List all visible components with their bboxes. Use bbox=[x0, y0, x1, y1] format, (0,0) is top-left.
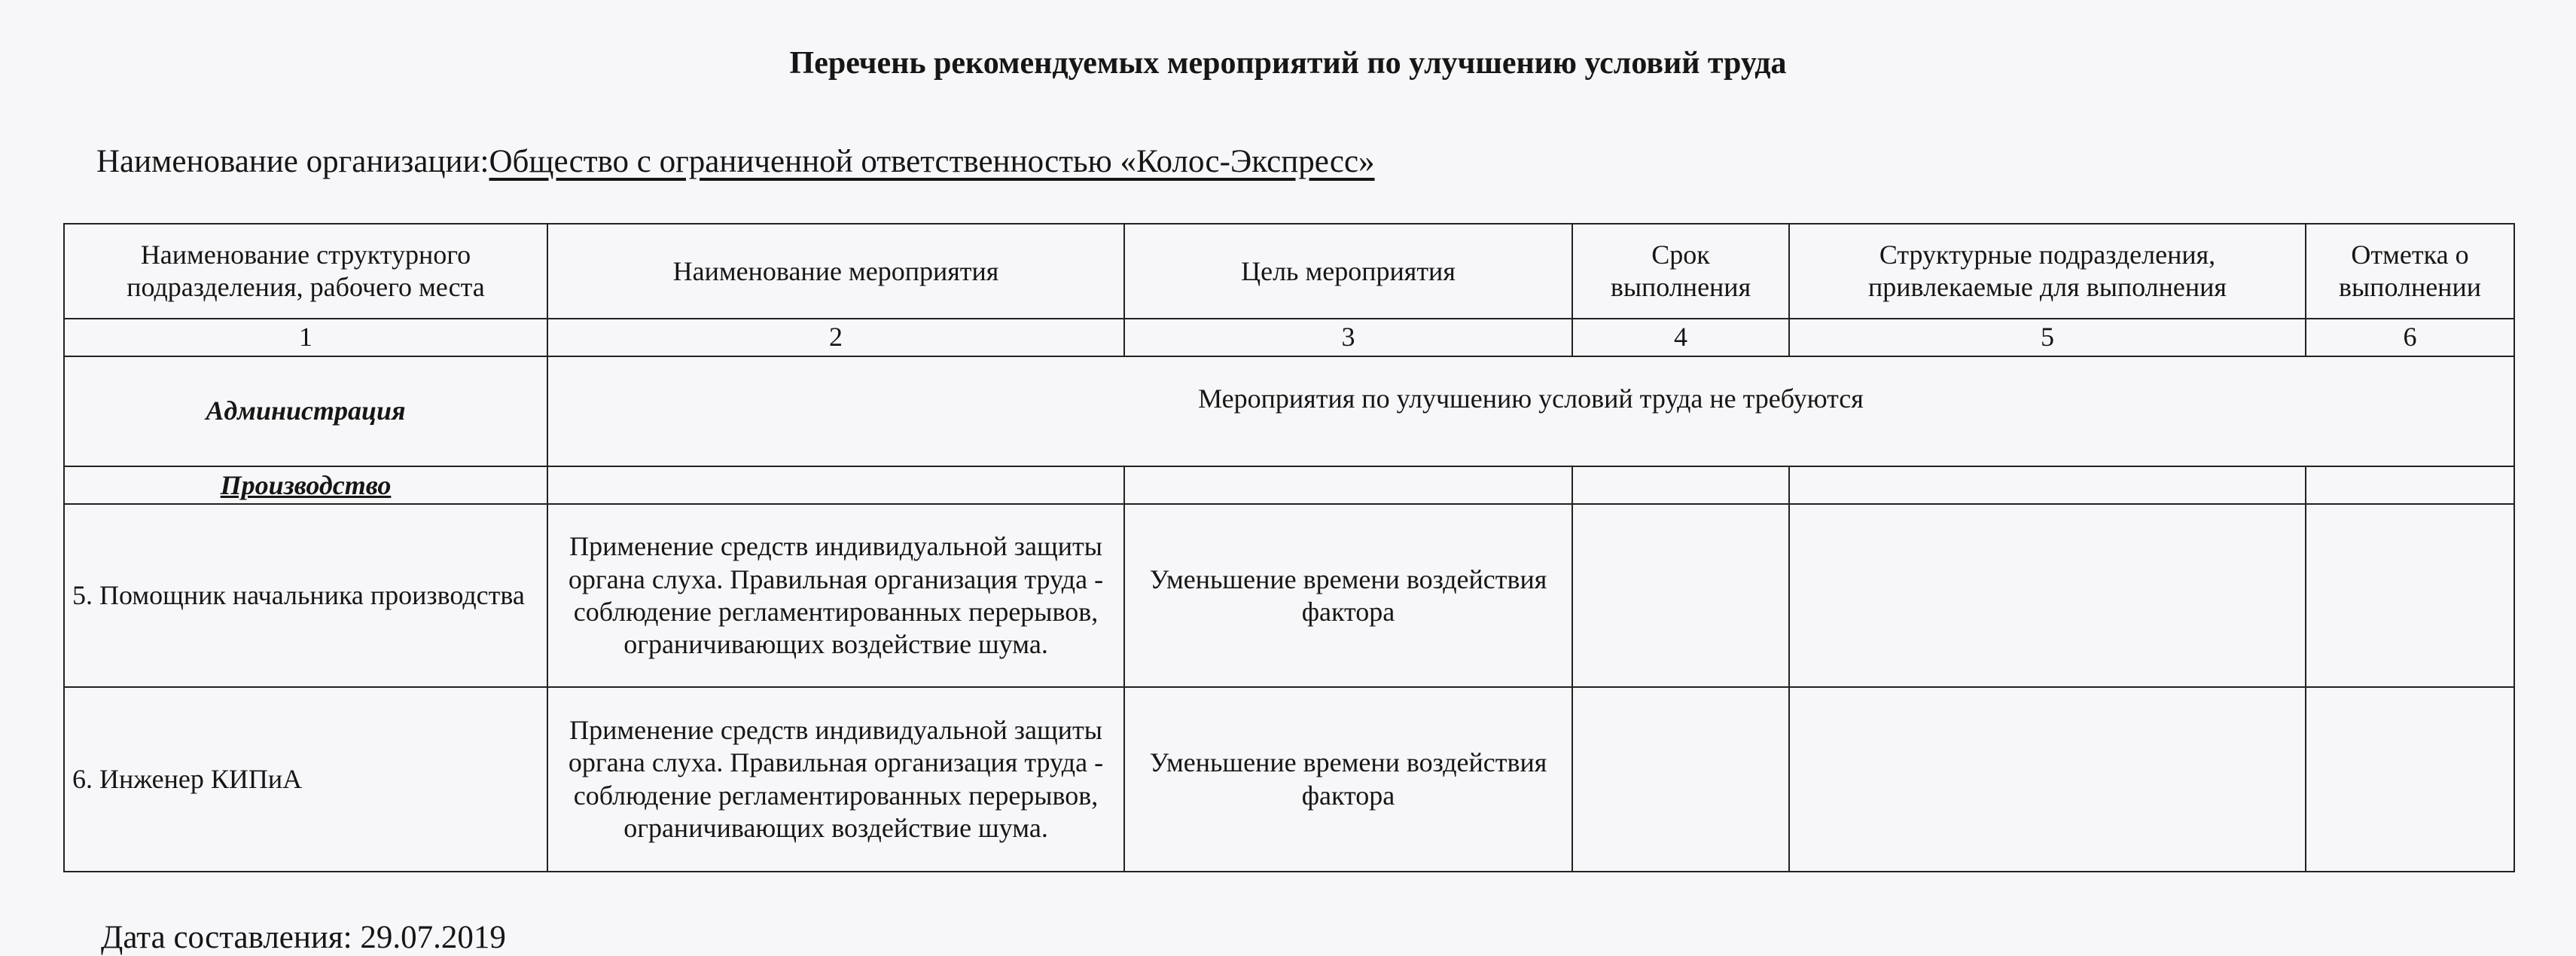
document-title: Перечень рекомендуемых мероприятий по улучшению условий труда bbox=[789, 46, 1787, 81]
header-cell: Наименование структурного подразделения, рабочего места bbox=[64, 224, 547, 319]
measure-cell: Применение средств индивидуальной защиты органа слуха. Правильная организация труда - соблюдение регламентированных перерывов, ограничивающих воздействие шума. bbox=[547, 504, 1124, 687]
header-cell: Срок выполнения bbox=[1572, 224, 1789, 319]
compilation-date-line bbox=[101, 919, 506, 956]
date-value: 29.07.2019 bbox=[360, 920, 506, 955]
date-label: Дата составления: bbox=[101, 920, 352, 955]
empty-cell bbox=[1124, 466, 1572, 504]
workplace-cell: 6. Инженер КИПиА bbox=[64, 687, 547, 872]
column-number-row bbox=[64, 319, 2514, 356]
header-cell: Структурные подразделения, привлекаемые для выполнения bbox=[1789, 224, 2306, 319]
deadline-cell bbox=[1572, 504, 1789, 687]
administration-group-label: Администрация bbox=[64, 356, 547, 466]
empty-cell bbox=[1572, 466, 1789, 504]
measures-table bbox=[63, 223, 2515, 872]
workplace-cell: 5. Помощник начальника производства bbox=[64, 504, 547, 687]
column-number: 4 bbox=[1572, 319, 1789, 356]
organization-label: Наименование организации: bbox=[96, 144, 489, 179]
column-number: 6 bbox=[2306, 319, 2514, 356]
column-number: 5 bbox=[1789, 319, 2306, 356]
empty-cell bbox=[547, 466, 1124, 504]
deadline-cell bbox=[1572, 687, 1789, 872]
header-row bbox=[64, 224, 2514, 319]
completion-mark-cell bbox=[2306, 687, 2514, 872]
production-row bbox=[64, 466, 2514, 504]
column-number: 3 bbox=[1124, 319, 1572, 356]
administration-note: Мероприятия по улучшению условий труда не требуются bbox=[547, 356, 2514, 466]
administration-row bbox=[64, 356, 2514, 466]
departments-cell bbox=[1789, 687, 2306, 872]
header-cell: Цель мероприятия bbox=[1124, 224, 1572, 319]
completion-mark-cell bbox=[2306, 504, 2514, 687]
column-number: 1 bbox=[64, 319, 547, 356]
goal-cell: Уменьшение времени воздействия фактора bbox=[1124, 687, 1572, 872]
empty-cell bbox=[1789, 466, 2306, 504]
goal-cell: Уменьшение времени воздействия фактора bbox=[1124, 504, 1572, 687]
empty-cell bbox=[2306, 466, 2514, 504]
organization-name: Общество с ограниченной ответственностью «Колос-Экспресс» bbox=[489, 144, 1375, 179]
organization-line bbox=[96, 143, 1375, 180]
column-number: 2 bbox=[547, 319, 1124, 356]
header-cell: Наименование мероприятия bbox=[547, 224, 1124, 319]
measure-cell: Применение средств индивидуальной защиты органа слуха. Правильная организация труда - соблюдение регламентированных перерывов, ограничивающих воздействие шума. bbox=[547, 687, 1124, 872]
table-row bbox=[64, 687, 2514, 872]
header-cell: Отметка о выполнении bbox=[2306, 224, 2514, 319]
production-group-label: Производство bbox=[220, 469, 392, 500]
production-group-cell bbox=[64, 466, 547, 504]
departments-cell bbox=[1789, 504, 2306, 687]
table-row bbox=[64, 504, 2514, 687]
